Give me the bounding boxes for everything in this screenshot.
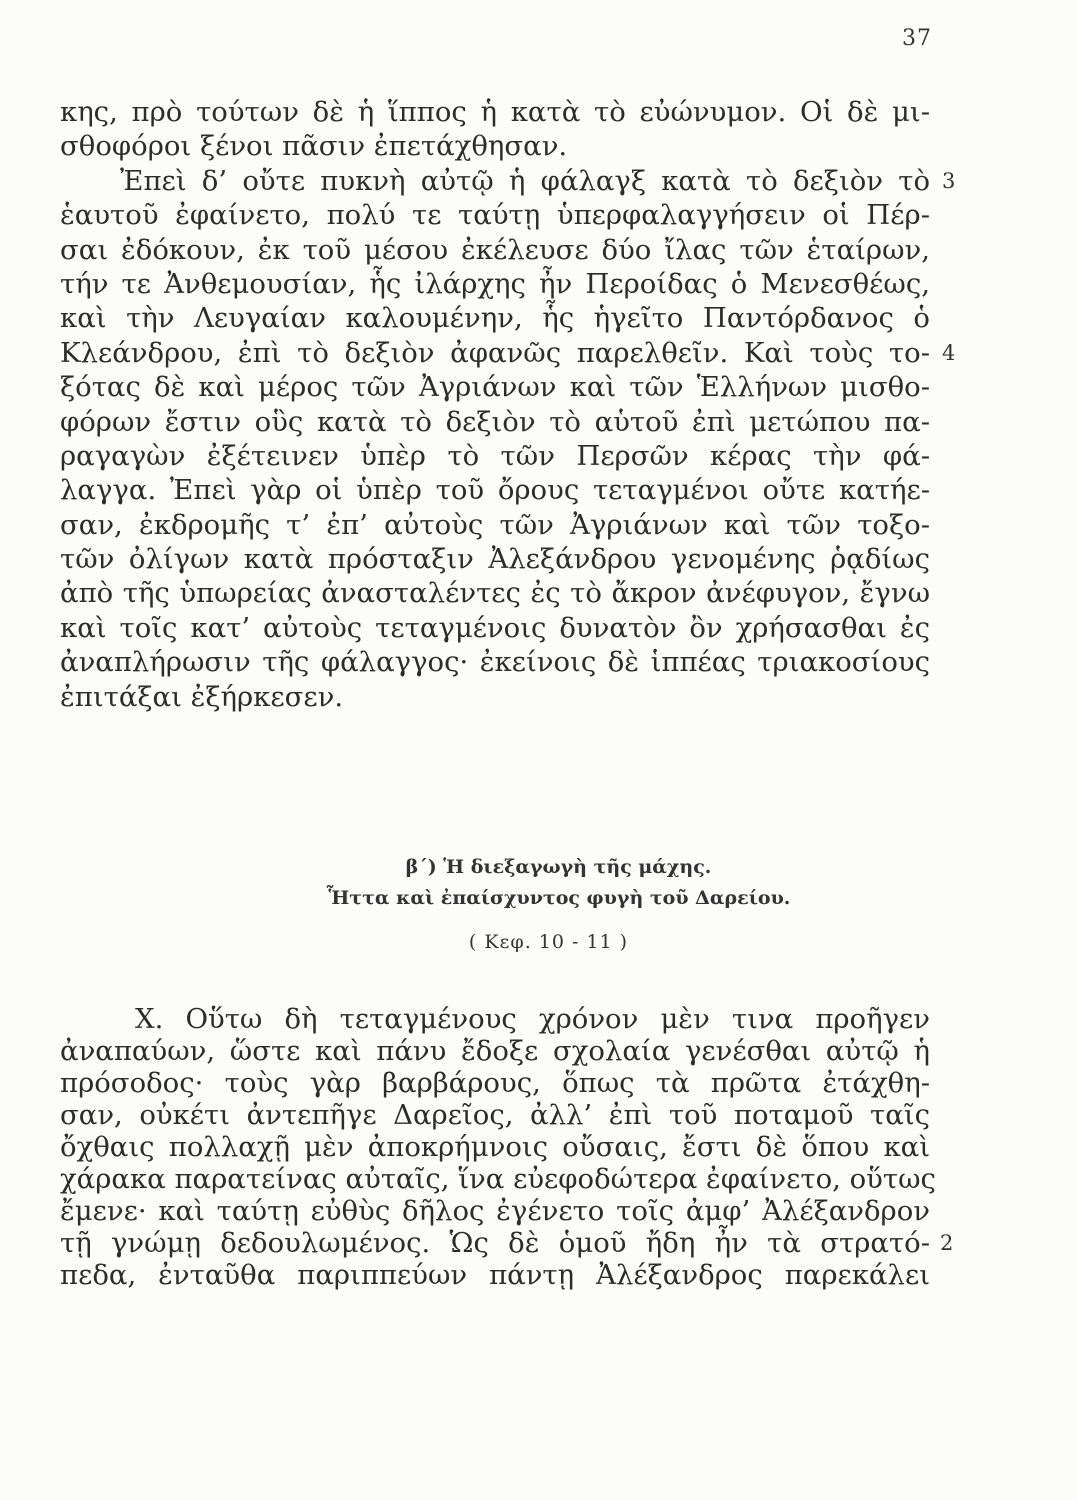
text-line [60, 508, 930, 542]
text-line [60, 336, 956, 370]
text-line [60, 370, 930, 404]
margin-section-number: 3 [942, 168, 956, 193]
text-line [60, 1131, 930, 1163]
text-line [60, 129, 930, 163]
text-line [60, 1099, 930, 1131]
text-line [60, 542, 930, 576]
section-heading: β΄) Ἡ διεξαγωγὴ τῆς μάχης. [405, 856, 712, 878]
text-line [60, 233, 930, 267]
line-text: κης, πρὸ τούτων δὲ ἡ ἵππος ἡ κατὰ τὸ εὐώνυμον. Οἱ δὲ μι- [60, 96, 930, 128]
line-text: τῇ γνώμῃ δεδουλωμένος. Ὡς δὲ ὁμοῦ ἤδη ἦν τὰ στρατό- [60, 1227, 930, 1259]
text-line [60, 1003, 930, 1035]
text-line [60, 473, 930, 507]
line-text: ἀναπαύων, ὥστε καὶ πάνυ ἔδοξε σχολαία γενέσθαι αὐτῷ ἡ [60, 1035, 930, 1067]
line-text: Ἐπεὶ δ’ οὔτε πυκνὴ αὐτῷ ἡ φάλαγξ κατὰ τὸ δεξιὸν τὸ [120, 164, 930, 197]
text-line [60, 164, 956, 198]
line-text: πρόσοδος· τοὺς γὰρ βαρβάρους, ὅπως τὰ πρῶτα ἐτάχθη- [60, 1067, 930, 1099]
line-text: ὄχθαις πολλαχῇ μὲν ἀποκρήμνοις οὔσαις, ἔστι δὲ ὅπου καὶ [60, 1131, 930, 1163]
line-text: καὶ τὴν Λευγαίαν καλουμένην, ἧς ἡγεῖτο Παντόρδανος ὁ [60, 302, 930, 335]
text-line [60, 1163, 936, 1195]
line-text: ἀπὸ τῆς ὑπωρείας ἀνασταλέντες ἐς τὸ ἄκρον ἀνέφυγον, ἔγνω [60, 577, 930, 610]
line-text: σαν, οὐκέτι ἀντεπῆγε Δαρεῖος, ἀλλ’ ἐπὶ τοῦ ποταμοῦ ταῖς [60, 1099, 930, 1131]
line-text: ξότας δὲ καὶ μέρος τῶν Ἀγριάνων καὶ τῶν Ἑλλήνων μισθο- [60, 371, 930, 404]
line-text: σαι ἐδόκουν, ἐκ τοῦ μέσου ἐκέλευσε δύο ἴλας τῶν ἑταίρων, [60, 233, 930, 266]
text-line [60, 405, 930, 439]
paragraph-block-top [60, 95, 956, 714]
text-line [60, 1259, 930, 1291]
margin-section-number: 4 [942, 340, 956, 365]
line-text: τῶν ὀλίγων κατὰ πρόσταξιν Ἀλεξάνδρου γενομένης ῥᾳδίως [60, 543, 930, 576]
text-line [60, 1195, 930, 1227]
text-line [60, 645, 930, 679]
line-text: λαγγα. Ἐπεὶ γὰρ οἱ ὑπὲρ τοῦ ὄρους τεταγμένοι οὔτε κατήε- [60, 474, 930, 507]
text-line [60, 95, 930, 129]
line-text: φόρων ἔστιν οὓς κατὰ τὸ δεξιὸν τὸ αὑτοῦ ἐπὶ μετώπου πα- [60, 405, 930, 438]
line-text: καὶ τοῖς κατ’ αὐτοὺς τεταγμένοις δυνατὸν ὂν χρήσασθαι ἐς [60, 611, 930, 644]
line-text: ἔμενε· καὶ ταύτῃ εὐθὺς δῆλος ἐγένετο τοῖς ἀμφ’ Ἀλέξανδρον [60, 1195, 930, 1227]
text-line [60, 267, 930, 301]
line-text: πεδα, ἐνταῦθα παριππεύων πάντῃ Ἀλέξανδρος παρεκάλει [60, 1259, 930, 1291]
line-text: τήν τε Ἀνθεμουσίαν, ἧς ἰλάρχης ἦν Περοίδας ὁ Μενεσθέως, [60, 267, 930, 300]
margin-section-number: 2 [940, 1231, 954, 1255]
text-line [60, 1227, 954, 1259]
line-text: X. Οὕτω δὴ τεταγμένους χρόνον μὲν τινα προῆγεν [135, 1003, 930, 1035]
line-text: ἐπιτάξαι ἐξήρκεσεν. [60, 680, 344, 713]
text-line [60, 301, 930, 335]
line-text: ραγαγὼν ἐξέτεινεν ὑπὲρ τὸ τῶν Περσῶν κέρας τὴν φά- [60, 439, 930, 472]
text-line [60, 198, 930, 232]
text-line [60, 680, 930, 714]
line-text: ἑαυτοῦ ἐφαίνετο, πολύ τε ταύτῃ ὑπερφαλαγγήσειν οἱ Πέρ- [60, 199, 930, 232]
text-line [60, 439, 930, 473]
line-text: χάρακα παρατείνας αὐταῖς, ἵνα εὐεφοδώτερα ἐφαίνετο, οὕτως [60, 1163, 936, 1195]
line-text: Κλεάνδρου, ἐπὶ τὸ δεξιὸν ἀφανῶς παρελθεῖν. Καὶ τοὺς το- [60, 336, 930, 369]
text-line [60, 611, 930, 645]
line-text: ἀναπλήρωσιν τῆς φάλαγγος· ἐκείνοις δὲ ἱππέας τριακοσίους [60, 646, 930, 679]
paragraph-block-bottom [60, 1003, 954, 1291]
line-text: σαν, ἐκδρομῆς τ’ ἐπ’ αὐτοὺς τῶν Ἀγριάνων καὶ τῶν τοξο- [60, 508, 930, 541]
line-text: σθοφόροι ξένοι πᾶσιν ἐπετάχθησαν. [60, 130, 568, 163]
chapter-reference: ( Κεφ. 10 - 11 ) [468, 931, 629, 953]
text-line [60, 1035, 930, 1067]
page-number: 37 [902, 26, 932, 51]
text-line [60, 1067, 930, 1099]
section-subheading: Ἧττα καὶ ἐπαίσχυντος φυγὴ τοῦ Δαρείου. [326, 887, 791, 909]
text-line [60, 576, 930, 610]
